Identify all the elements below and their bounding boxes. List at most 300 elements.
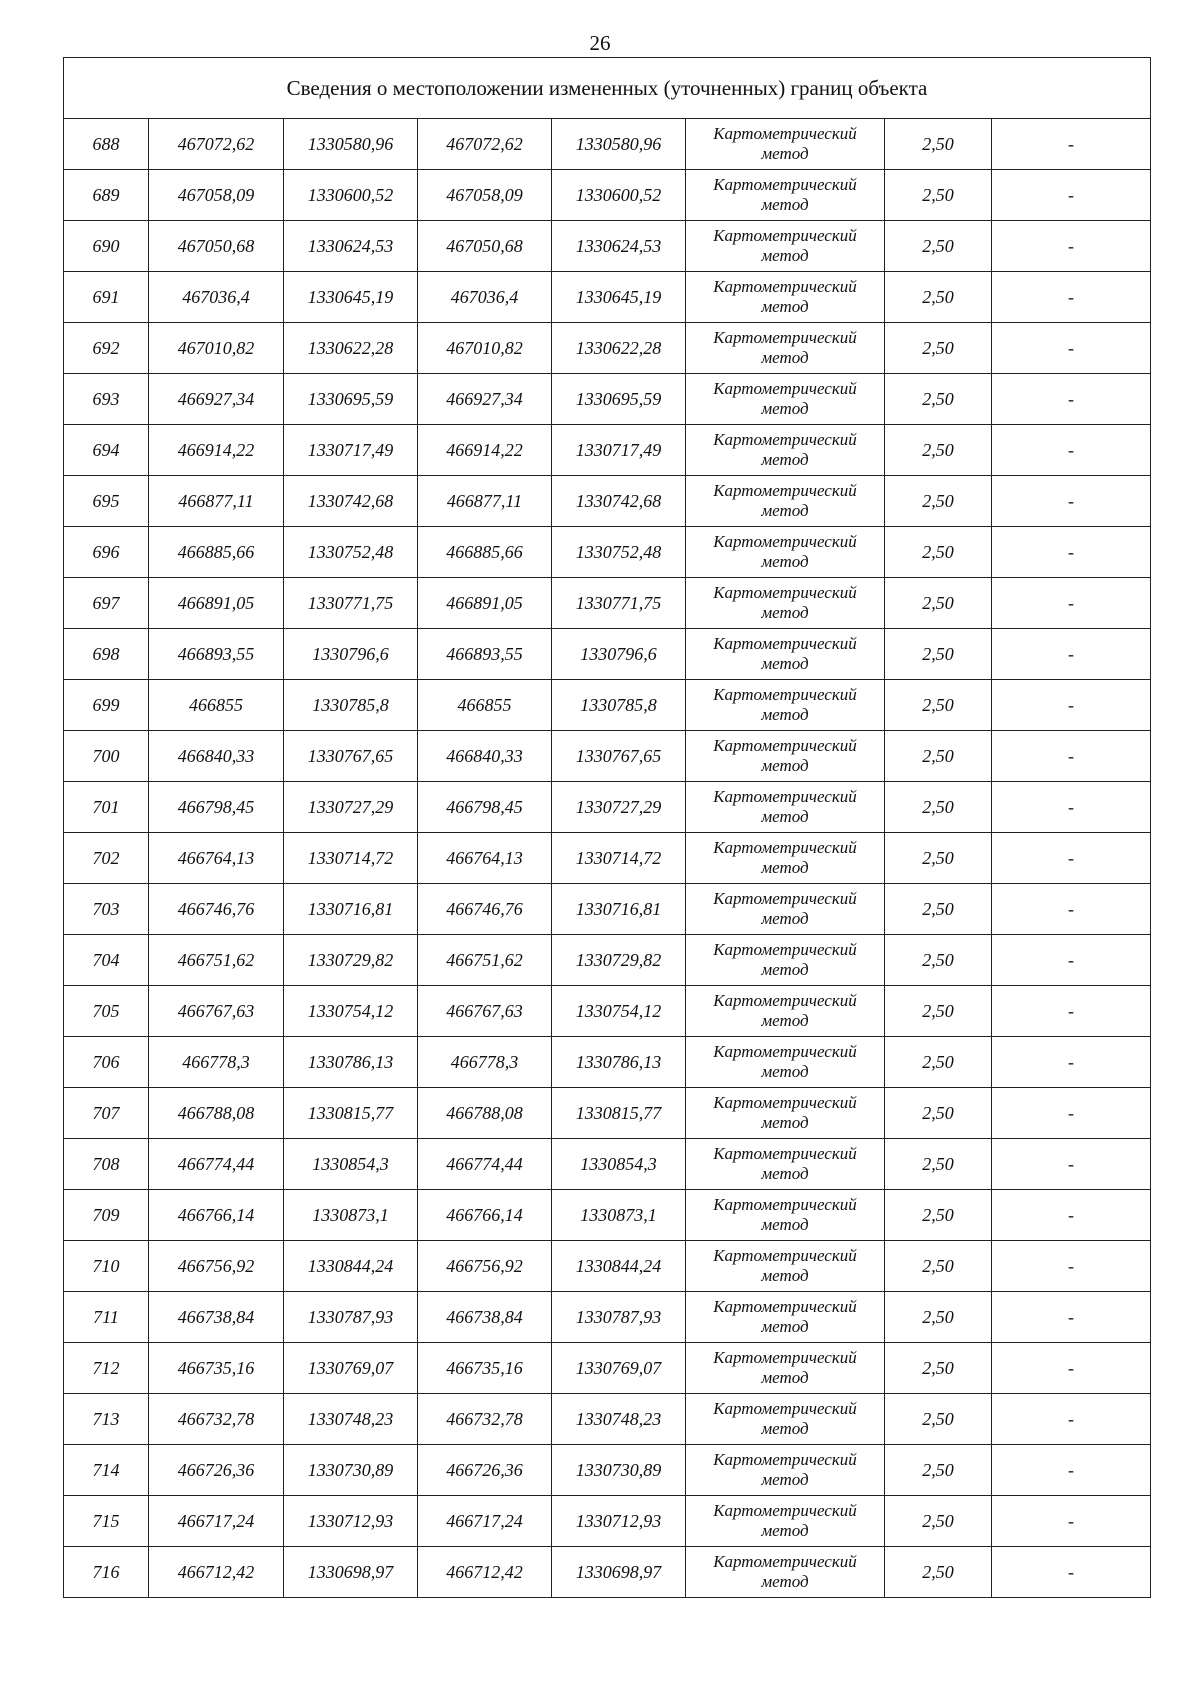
existing-x-cell: 466767,63 bbox=[149, 986, 284, 1037]
description-cell: - bbox=[992, 1241, 1151, 1292]
method-cell bbox=[686, 731, 885, 782]
method-label-line1: Картометрический bbox=[713, 1093, 857, 1112]
description-cell: - bbox=[992, 1088, 1151, 1139]
refined-y-cell: 1330729,82 bbox=[552, 935, 686, 986]
description-cell: - bbox=[992, 119, 1151, 170]
point-number-cell: 691 bbox=[64, 272, 149, 323]
refined-y-cell: 1330695,59 bbox=[552, 374, 686, 425]
method-cell bbox=[686, 1037, 885, 1088]
refined-x-cell: 466885,66 bbox=[418, 527, 552, 578]
accuracy-cell: 2,50 bbox=[885, 1445, 992, 1496]
existing-y-cell: 1330727,29 bbox=[284, 782, 418, 833]
refined-x-cell: 466914,22 bbox=[418, 425, 552, 476]
boundary-coordinates-table bbox=[63, 57, 1151, 1598]
description-cell: - bbox=[992, 1190, 1151, 1241]
method-cell bbox=[686, 782, 885, 833]
point-number-cell: 713 bbox=[64, 1394, 149, 1445]
method-label-line2: метод bbox=[761, 756, 809, 775]
method-label-line2: метод bbox=[761, 858, 809, 877]
accuracy-cell: 2,50 bbox=[885, 833, 992, 884]
refined-y-cell: 1330730,89 bbox=[552, 1445, 686, 1496]
existing-y-cell: 1330754,12 bbox=[284, 986, 418, 1037]
existing-x-cell: 467058,09 bbox=[149, 170, 284, 221]
method-label-line1: Картометрический bbox=[713, 430, 857, 449]
accuracy-cell: 2,50 bbox=[885, 1190, 992, 1241]
method-label-line1: Картометрический bbox=[713, 940, 857, 959]
method-label-line1: Картометрический bbox=[713, 1297, 857, 1316]
existing-y-cell: 1330796,6 bbox=[284, 629, 418, 680]
existing-x-cell: 466840,33 bbox=[149, 731, 284, 782]
method-label-line1: Картометрический bbox=[713, 175, 857, 194]
description-cell: - bbox=[992, 578, 1151, 629]
accuracy-cell: 2,50 bbox=[885, 1292, 992, 1343]
point-number-cell: 705 bbox=[64, 986, 149, 1037]
point-number-cell: 712 bbox=[64, 1343, 149, 1394]
description-cell: - bbox=[992, 1343, 1151, 1394]
refined-y-cell: 1330767,65 bbox=[552, 731, 686, 782]
existing-x-cell: 466735,16 bbox=[149, 1343, 284, 1394]
method-cell bbox=[686, 1088, 885, 1139]
method-label-line2: метод bbox=[761, 1011, 809, 1030]
point-number-cell: 688 bbox=[64, 119, 149, 170]
refined-y-cell: 1330844,24 bbox=[552, 1241, 686, 1292]
accuracy-cell: 2,50 bbox=[885, 1343, 992, 1394]
existing-x-cell: 466798,45 bbox=[149, 782, 284, 833]
method-cell bbox=[686, 527, 885, 578]
existing-y-cell: 1330714,72 bbox=[284, 833, 418, 884]
method-cell bbox=[686, 1241, 885, 1292]
point-number-cell: 695 bbox=[64, 476, 149, 527]
existing-y-cell: 1330624,53 bbox=[284, 221, 418, 272]
accuracy-cell: 2,50 bbox=[885, 527, 992, 578]
refined-x-cell: 467010,82 bbox=[418, 323, 552, 374]
accuracy-cell: 2,50 bbox=[885, 374, 992, 425]
existing-x-cell: 466766,14 bbox=[149, 1190, 284, 1241]
method-label-line1: Картометрический bbox=[713, 1552, 857, 1571]
table-row bbox=[64, 1190, 1151, 1241]
existing-x-cell: 466885,66 bbox=[149, 527, 284, 578]
point-number-cell: 714 bbox=[64, 1445, 149, 1496]
refined-x-cell: 466788,08 bbox=[418, 1088, 552, 1139]
description-cell: - bbox=[992, 374, 1151, 425]
method-cell bbox=[686, 578, 885, 629]
accuracy-cell: 2,50 bbox=[885, 221, 992, 272]
existing-y-cell: 1330785,8 bbox=[284, 680, 418, 731]
existing-y-cell: 1330695,59 bbox=[284, 374, 418, 425]
method-label-line1: Картометрический bbox=[713, 838, 857, 857]
table-row bbox=[64, 578, 1151, 629]
existing-x-cell: 466877,11 bbox=[149, 476, 284, 527]
table-row bbox=[64, 476, 1151, 527]
description-cell: - bbox=[992, 1292, 1151, 1343]
point-number-cell: 711 bbox=[64, 1292, 149, 1343]
method-label-line1: Картометрический bbox=[713, 1042, 857, 1061]
table-body bbox=[64, 58, 1151, 1598]
refined-y-cell: 1330771,75 bbox=[552, 578, 686, 629]
existing-y-cell: 1330767,65 bbox=[284, 731, 418, 782]
refined-y-cell: 1330786,13 bbox=[552, 1037, 686, 1088]
refined-x-cell: 466756,92 bbox=[418, 1241, 552, 1292]
refined-x-cell: 466746,76 bbox=[418, 884, 552, 935]
point-number-cell: 698 bbox=[64, 629, 149, 680]
method-label-line1: Картометрический bbox=[713, 736, 857, 755]
existing-y-cell: 1330645,19 bbox=[284, 272, 418, 323]
table-row bbox=[64, 731, 1151, 782]
table-row bbox=[64, 935, 1151, 986]
method-label-line2: метод bbox=[761, 1419, 809, 1438]
method-cell bbox=[686, 884, 885, 935]
method-cell bbox=[686, 680, 885, 731]
point-number-cell: 696 bbox=[64, 527, 149, 578]
method-label-line2: метод bbox=[761, 1572, 809, 1591]
point-number-cell: 692 bbox=[64, 323, 149, 374]
method-label-line1: Картометрический bbox=[713, 1501, 857, 1520]
method-label-line2: метод bbox=[761, 1521, 809, 1540]
accuracy-cell: 2,50 bbox=[885, 1547, 992, 1598]
accuracy-cell: 2,50 bbox=[885, 1037, 992, 1088]
refined-x-cell: 466798,45 bbox=[418, 782, 552, 833]
existing-y-cell: 1330873,1 bbox=[284, 1190, 418, 1241]
description-cell: - bbox=[992, 629, 1151, 680]
refined-y-cell: 1330698,97 bbox=[552, 1547, 686, 1598]
point-number-cell: 689 bbox=[64, 170, 149, 221]
table-row bbox=[64, 680, 1151, 731]
refined-x-cell: 466738,84 bbox=[418, 1292, 552, 1343]
existing-x-cell: 466712,42 bbox=[149, 1547, 284, 1598]
table-row bbox=[64, 272, 1151, 323]
existing-x-cell: 466788,08 bbox=[149, 1088, 284, 1139]
table-row bbox=[64, 986, 1151, 1037]
refined-y-cell: 1330580,96 bbox=[552, 119, 686, 170]
refined-x-cell: 466751,62 bbox=[418, 935, 552, 986]
point-number-cell: 694 bbox=[64, 425, 149, 476]
description-cell: - bbox=[992, 527, 1151, 578]
method-label-line1: Картометрический bbox=[713, 991, 857, 1010]
existing-y-cell: 1330748,23 bbox=[284, 1394, 418, 1445]
description-cell: - bbox=[992, 476, 1151, 527]
refined-x-cell: 467050,68 bbox=[418, 221, 552, 272]
existing-y-cell: 1330769,07 bbox=[284, 1343, 418, 1394]
table-row bbox=[64, 1037, 1151, 1088]
description-cell: - bbox=[992, 884, 1151, 935]
point-number-cell: 715 bbox=[64, 1496, 149, 1547]
description-cell: - bbox=[992, 1445, 1151, 1496]
table-row bbox=[64, 782, 1151, 833]
table-row bbox=[64, 1496, 1151, 1547]
point-number-cell: 697 bbox=[64, 578, 149, 629]
accuracy-cell: 2,50 bbox=[885, 1394, 992, 1445]
table-row bbox=[64, 170, 1151, 221]
accuracy-cell: 2,50 bbox=[885, 170, 992, 221]
method-cell bbox=[686, 1292, 885, 1343]
method-label-line2: метод bbox=[761, 1317, 809, 1336]
existing-x-cell: 466914,22 bbox=[149, 425, 284, 476]
table-row bbox=[64, 1547, 1151, 1598]
refined-y-cell: 1330714,72 bbox=[552, 833, 686, 884]
refined-x-cell: 466767,63 bbox=[418, 986, 552, 1037]
refined-y-cell: 1330785,8 bbox=[552, 680, 686, 731]
method-label-line2: метод bbox=[761, 654, 809, 673]
accuracy-cell: 2,50 bbox=[885, 1241, 992, 1292]
refined-y-cell: 1330754,12 bbox=[552, 986, 686, 1037]
refined-x-cell: 466726,36 bbox=[418, 1445, 552, 1496]
refined-y-cell: 1330717,49 bbox=[552, 425, 686, 476]
method-cell bbox=[686, 935, 885, 986]
description-cell: - bbox=[992, 1139, 1151, 1190]
method-label-line2: метод bbox=[761, 246, 809, 265]
method-cell bbox=[686, 425, 885, 476]
existing-y-cell: 1330622,28 bbox=[284, 323, 418, 374]
method-label-line2: метод bbox=[761, 348, 809, 367]
description-cell: - bbox=[992, 323, 1151, 374]
description-cell: - bbox=[992, 1496, 1151, 1547]
existing-x-cell: 467050,68 bbox=[149, 221, 284, 272]
refined-y-cell: 1330622,28 bbox=[552, 323, 686, 374]
method-cell bbox=[686, 323, 885, 374]
existing-y-cell: 1330698,97 bbox=[284, 1547, 418, 1598]
existing-x-cell: 466726,36 bbox=[149, 1445, 284, 1496]
accuracy-cell: 2,50 bbox=[885, 578, 992, 629]
existing-y-cell: 1330786,13 bbox=[284, 1037, 418, 1088]
existing-y-cell: 1330600,52 bbox=[284, 170, 418, 221]
existing-y-cell: 1330580,96 bbox=[284, 119, 418, 170]
point-number-cell: 700 bbox=[64, 731, 149, 782]
existing-x-cell: 466891,05 bbox=[149, 578, 284, 629]
refined-y-cell: 1330873,1 bbox=[552, 1190, 686, 1241]
existing-x-cell: 466756,92 bbox=[149, 1241, 284, 1292]
description-cell: - bbox=[992, 782, 1151, 833]
method-label-line2: метод bbox=[761, 1215, 809, 1234]
refined-x-cell: 467072,62 bbox=[418, 119, 552, 170]
method-cell bbox=[686, 1547, 885, 1598]
method-label-line1: Картометрический bbox=[713, 787, 857, 806]
point-number-cell: 709 bbox=[64, 1190, 149, 1241]
method-label-line1: Картометрический bbox=[713, 634, 857, 653]
method-cell bbox=[686, 119, 885, 170]
point-number-cell: 703 bbox=[64, 884, 149, 935]
refined-y-cell: 1330712,93 bbox=[552, 1496, 686, 1547]
refined-y-cell: 1330769,07 bbox=[552, 1343, 686, 1394]
method-cell bbox=[686, 1394, 885, 1445]
table-row bbox=[64, 1088, 1151, 1139]
description-cell: - bbox=[992, 1394, 1151, 1445]
method-label-line1: Картометрический bbox=[713, 226, 857, 245]
description-cell: - bbox=[992, 935, 1151, 986]
table-row bbox=[64, 833, 1151, 884]
method-cell bbox=[686, 221, 885, 272]
refined-x-cell: 466735,16 bbox=[418, 1343, 552, 1394]
refined-x-cell: 466712,42 bbox=[418, 1547, 552, 1598]
refined-x-cell: 467036,4 bbox=[418, 272, 552, 323]
existing-x-cell: 466746,76 bbox=[149, 884, 284, 935]
method-label-line2: метод bbox=[761, 1164, 809, 1183]
method-label-line1: Картометрический bbox=[713, 124, 857, 143]
point-number-cell: 707 bbox=[64, 1088, 149, 1139]
point-number-cell: 693 bbox=[64, 374, 149, 425]
accuracy-cell: 2,50 bbox=[885, 884, 992, 935]
page-number: 26 bbox=[589, 31, 611, 55]
refined-x-cell: 466891,05 bbox=[418, 578, 552, 629]
accuracy-cell: 2,50 bbox=[885, 680, 992, 731]
refined-y-cell: 1330796,6 bbox=[552, 629, 686, 680]
method-cell bbox=[686, 1190, 885, 1241]
description-cell: - bbox=[992, 1037, 1151, 1088]
accuracy-cell: 2,50 bbox=[885, 1139, 992, 1190]
existing-y-cell: 1330815,77 bbox=[284, 1088, 418, 1139]
refined-y-cell: 1330752,48 bbox=[552, 527, 686, 578]
table-row bbox=[64, 374, 1151, 425]
description-cell: - bbox=[992, 680, 1151, 731]
method-label-line1: Картометрический bbox=[713, 685, 857, 704]
point-number-cell: 701 bbox=[64, 782, 149, 833]
point-number-cell: 716 bbox=[64, 1547, 149, 1598]
method-cell bbox=[686, 272, 885, 323]
refined-y-cell: 1330645,19 bbox=[552, 272, 686, 323]
description-cell: - bbox=[992, 833, 1151, 884]
existing-y-cell: 1330787,93 bbox=[284, 1292, 418, 1343]
table-row bbox=[64, 1394, 1151, 1445]
existing-x-cell: 467072,62 bbox=[149, 119, 284, 170]
method-label-line2: метод bbox=[761, 450, 809, 469]
method-label-line1: Картометрический bbox=[713, 1399, 857, 1418]
accuracy-cell: 2,50 bbox=[885, 425, 992, 476]
existing-y-cell: 1330854,3 bbox=[284, 1139, 418, 1190]
method-label-line1: Картометрический bbox=[713, 889, 857, 908]
method-label-line1: Картометрический bbox=[713, 328, 857, 347]
method-cell bbox=[686, 1139, 885, 1190]
description-cell: - bbox=[992, 170, 1151, 221]
refined-x-cell: 466778,3 bbox=[418, 1037, 552, 1088]
method-label-line2: метод bbox=[761, 603, 809, 622]
refined-y-cell: 1330716,81 bbox=[552, 884, 686, 935]
method-cell bbox=[686, 629, 885, 680]
refined-y-cell: 1330600,52 bbox=[552, 170, 686, 221]
description-cell: - bbox=[992, 221, 1151, 272]
method-label-line2: метод bbox=[761, 1368, 809, 1387]
method-label-line2: метод bbox=[761, 297, 809, 316]
table-row bbox=[64, 1241, 1151, 1292]
refined-x-cell: 466927,34 bbox=[418, 374, 552, 425]
method-cell bbox=[686, 986, 885, 1037]
method-cell bbox=[686, 476, 885, 527]
existing-x-cell: 466732,78 bbox=[149, 1394, 284, 1445]
accuracy-cell: 2,50 bbox=[885, 476, 992, 527]
point-number-cell: 702 bbox=[64, 833, 149, 884]
refined-y-cell: 1330742,68 bbox=[552, 476, 686, 527]
existing-x-cell: 466855 bbox=[149, 680, 284, 731]
accuracy-cell: 2,50 bbox=[885, 935, 992, 986]
refined-x-cell: 466717,24 bbox=[418, 1496, 552, 1547]
point-number-cell: 699 bbox=[64, 680, 149, 731]
existing-x-cell: 466717,24 bbox=[149, 1496, 284, 1547]
table-title-row bbox=[64, 58, 1151, 119]
table-row bbox=[64, 884, 1151, 935]
method-cell bbox=[686, 1445, 885, 1496]
refined-x-cell: 466766,14 bbox=[418, 1190, 552, 1241]
method-label-line2: метод bbox=[761, 501, 809, 520]
point-number-cell: 706 bbox=[64, 1037, 149, 1088]
description-cell: - bbox=[992, 731, 1151, 782]
table-row bbox=[64, 119, 1151, 170]
method-label-line2: метод bbox=[761, 807, 809, 826]
existing-y-cell: 1330716,81 bbox=[284, 884, 418, 935]
accuracy-cell: 2,50 bbox=[885, 119, 992, 170]
method-label-line1: Картометрический bbox=[713, 379, 857, 398]
existing-y-cell: 1330717,49 bbox=[284, 425, 418, 476]
point-number-cell: 710 bbox=[64, 1241, 149, 1292]
method-cell bbox=[686, 1496, 885, 1547]
method-label-line2: метод bbox=[761, 144, 809, 163]
refined-y-cell: 1330854,3 bbox=[552, 1139, 686, 1190]
refined-y-cell: 1330727,29 bbox=[552, 782, 686, 833]
method-label-line2: метод bbox=[761, 1062, 809, 1081]
existing-y-cell: 1330844,24 bbox=[284, 1241, 418, 1292]
refined-x-cell: 466732,78 bbox=[418, 1394, 552, 1445]
method-label-line1: Картометрический bbox=[713, 481, 857, 500]
method-label-line2: метод bbox=[761, 705, 809, 724]
existing-x-cell: 466778,3 bbox=[149, 1037, 284, 1088]
description-cell: - bbox=[992, 272, 1151, 323]
accuracy-cell: 2,50 bbox=[885, 272, 992, 323]
accuracy-cell: 2,50 bbox=[885, 731, 992, 782]
refined-y-cell: 1330748,23 bbox=[552, 1394, 686, 1445]
table-row bbox=[64, 221, 1151, 272]
method-label-line2: метод bbox=[761, 960, 809, 979]
existing-x-cell: 466738,84 bbox=[149, 1292, 284, 1343]
table-row bbox=[64, 1445, 1151, 1496]
description-cell: - bbox=[992, 425, 1151, 476]
table-title: Сведения о местоположении измененных (уточненных) границ объекта bbox=[64, 58, 1151, 119]
existing-x-cell: 466751,62 bbox=[149, 935, 284, 986]
accuracy-cell: 2,50 bbox=[885, 986, 992, 1037]
method-label-line1: Картометрический bbox=[713, 1348, 857, 1367]
description-cell: - bbox=[992, 1547, 1151, 1598]
table-row bbox=[64, 1343, 1151, 1394]
method-label-line1: Картометрический bbox=[713, 532, 857, 551]
accuracy-cell: 2,50 bbox=[885, 323, 992, 374]
existing-y-cell: 1330742,68 bbox=[284, 476, 418, 527]
method-label-line1: Картометрический bbox=[713, 1195, 857, 1214]
method-label-line2: метод bbox=[761, 1470, 809, 1489]
existing-x-cell: 466927,34 bbox=[149, 374, 284, 425]
method-label-line1: Картометрический bbox=[713, 1144, 857, 1163]
existing-x-cell: 466893,55 bbox=[149, 629, 284, 680]
existing-y-cell: 1330752,48 bbox=[284, 527, 418, 578]
refined-x-cell: 466893,55 bbox=[418, 629, 552, 680]
existing-y-cell: 1330712,93 bbox=[284, 1496, 418, 1547]
point-number-cell: 704 bbox=[64, 935, 149, 986]
existing-x-cell: 466764,13 bbox=[149, 833, 284, 884]
method-label-line2: метод bbox=[761, 909, 809, 928]
method-label-line1: Картометрический bbox=[713, 1450, 857, 1469]
point-number-cell: 708 bbox=[64, 1139, 149, 1190]
method-label-line2: метод bbox=[761, 195, 809, 214]
refined-x-cell: 466764,13 bbox=[418, 833, 552, 884]
table-row bbox=[64, 425, 1151, 476]
method-label-line1: Картометрический bbox=[713, 583, 857, 602]
method-cell bbox=[686, 1343, 885, 1394]
existing-x-cell: 466774,44 bbox=[149, 1139, 284, 1190]
refined-x-cell: 466840,33 bbox=[418, 731, 552, 782]
method-cell bbox=[686, 170, 885, 221]
accuracy-cell: 2,50 bbox=[885, 782, 992, 833]
table-row bbox=[64, 1139, 1151, 1190]
refined-x-cell: 466855 bbox=[418, 680, 552, 731]
accuracy-cell: 2,50 bbox=[885, 1496, 992, 1547]
existing-x-cell: 467010,82 bbox=[149, 323, 284, 374]
refined-x-cell: 467058,09 bbox=[418, 170, 552, 221]
table-row bbox=[64, 629, 1151, 680]
